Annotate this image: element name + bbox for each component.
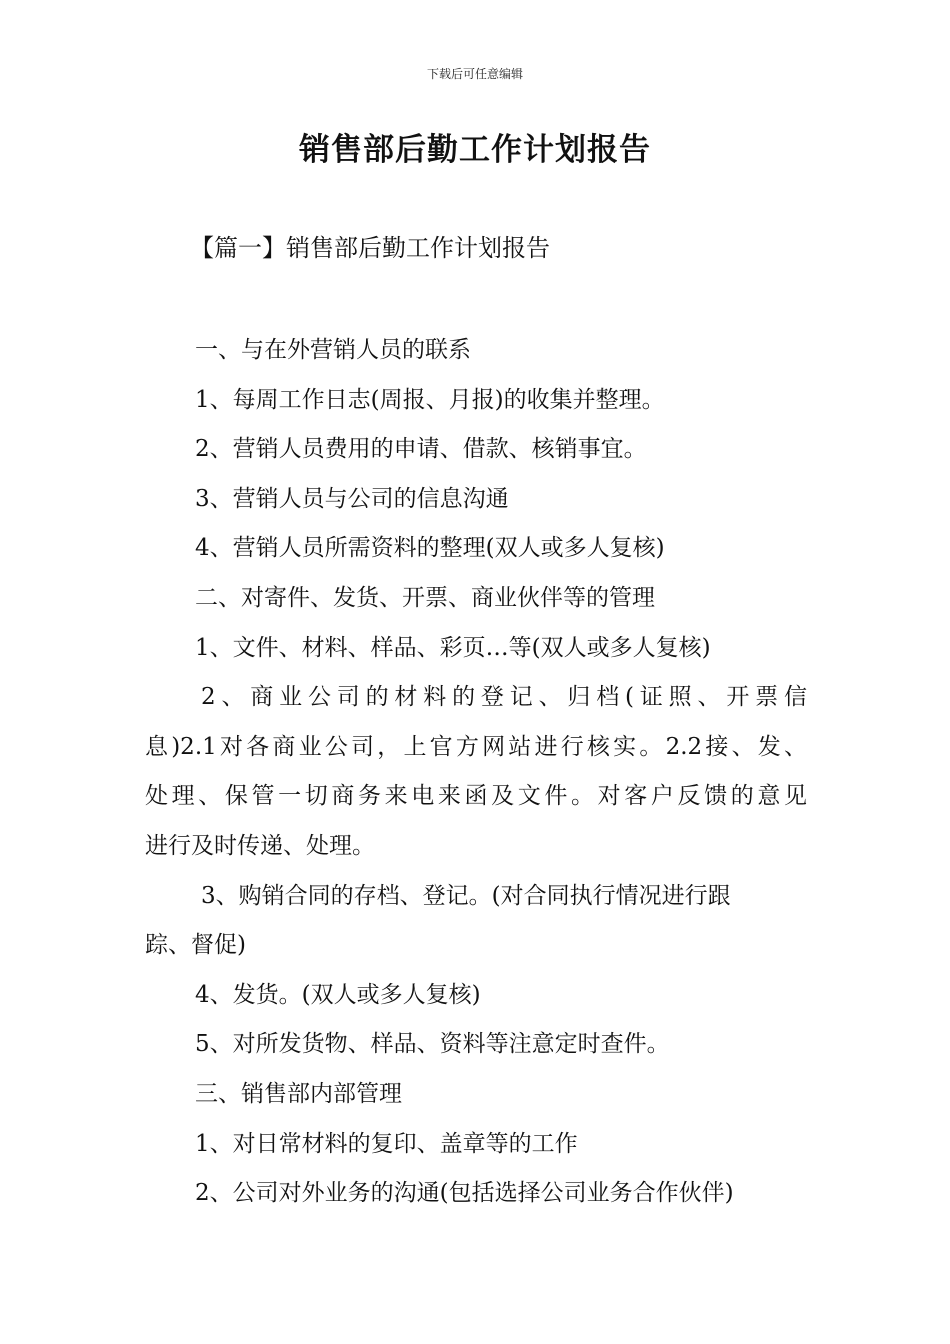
paragraph-line: 处理、保管一切商务来电来函及文件。对客户反馈的意见 [145, 783, 807, 810]
paragraph-line: 3、购销合同的存档、登记。(对合同执行情况进行跟 [201, 882, 731, 909]
list-item: 1、对日常材料的复印、盖章等的工作 [195, 1130, 578, 1157]
document-body [145, 326, 807, 1219]
list-item: 3、营销人员与公司的信息沟通 [195, 485, 509, 512]
list-item: 2、营销人员费用的申请、借款、核销事宜。 [195, 436, 647, 463]
paragraph-line: 进行及时传递、处理。 [145, 832, 375, 859]
paragraph-line: 息)2.1对各商业公司，上官方网站进行核实。2.2接、发、 [145, 733, 807, 760]
list-item: 4、营销人员所需资料的整理(双人或多人复核) [195, 535, 665, 562]
header-note: 下载后可任意编辑 [426, 67, 523, 81]
heading-line-2: 二、对寄件、发货、开票、商业伙伴等的管理 [195, 584, 655, 611]
section-heading: 【篇一】销售部后勤工作计划报告 [190, 234, 550, 262]
list-item: 4、发货。(双人或多人复核) [195, 981, 481, 1008]
heading-line-3: 三、销售部内部管理 [195, 1080, 402, 1107]
heading-line-1: 一、与在外营销人员的联系 [195, 337, 471, 363]
list-item: 5、对所发货物、样品、资料等注意定时查件。 [195, 1031, 670, 1058]
list-item: 1、每周工作日志(周报、月报)的收集并整理。 [195, 386, 665, 413]
list-item: 1、文件、材料、样品、彩页…等(双人或多人复核) [195, 634, 711, 661]
list-item: 2、公司对外业务的沟通(包括选择公司业务合作伙伴) [195, 1180, 734, 1207]
paragraph-line: 踪、督促) [145, 932, 246, 959]
paragraph-line: 2、商业公司的材料的登记、归档(证照、开票信 [201, 684, 807, 711]
document-title: 销售部后勤工作计划报告 [299, 132, 651, 168]
